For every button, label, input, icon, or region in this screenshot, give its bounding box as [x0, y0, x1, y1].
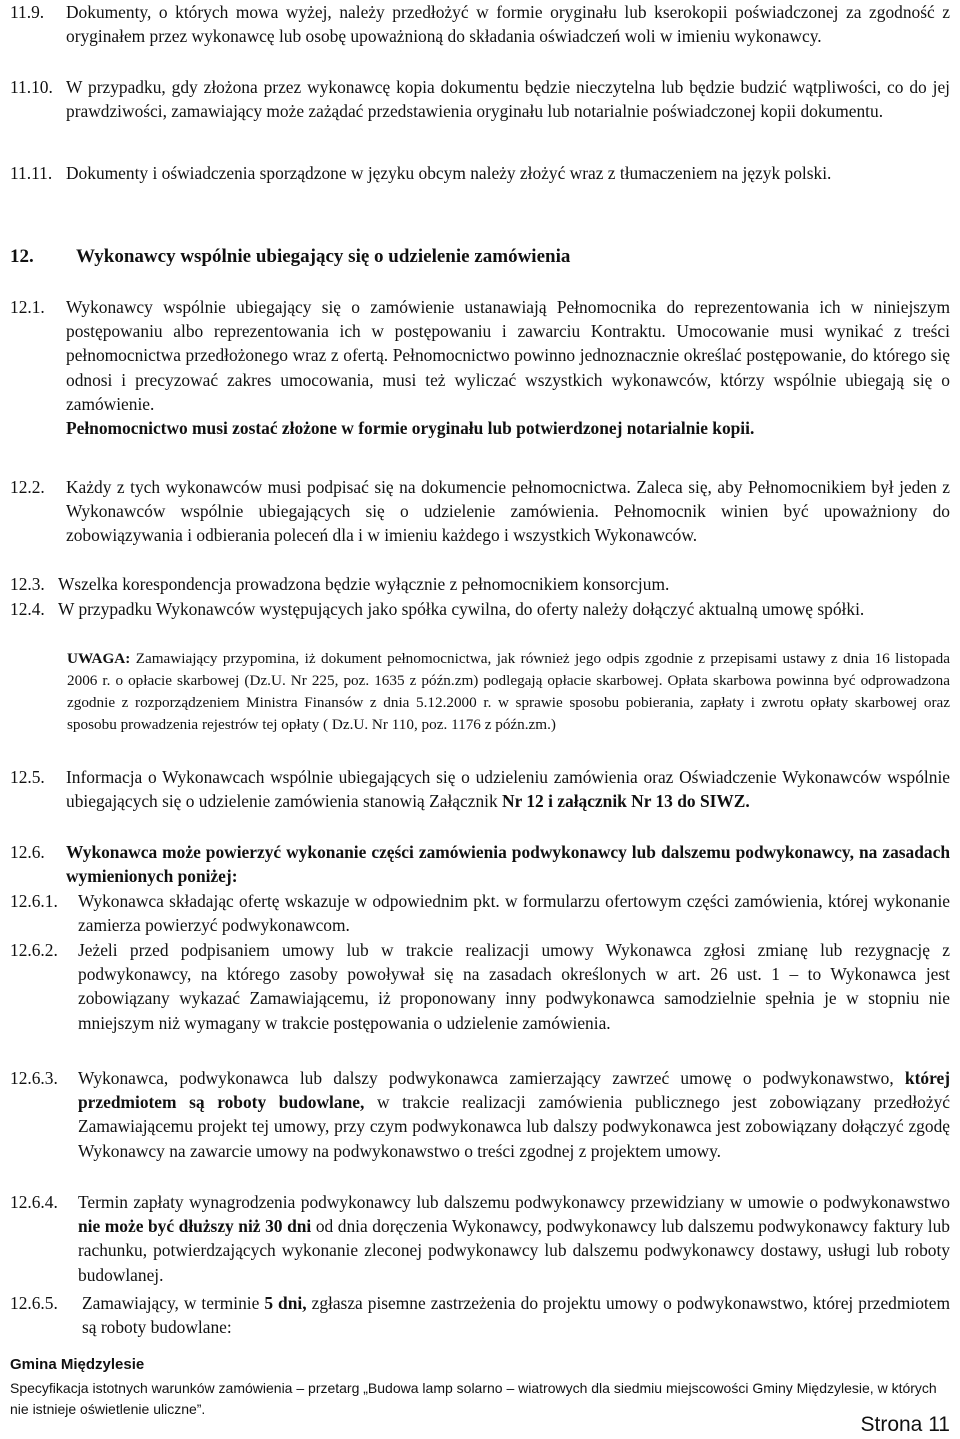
paragraph-text: Każdy z tych wykonawców musi podpisać się na dokumencie pełnomocnictwa. Zaleca się, aby Pełnomocnikiem był jeden z Wykonawców wspólnie ubiegających się o udzielenie zamówienia. Pełnomocnik winien być upoważniony do zobowiązywania i odbierania poleceń dla i w imieniu każdego i wszystkich Wykonawców. [66, 477, 950, 546]
paragraph-text-continued: zgłasza pisemne zastrzeżenia do projektu umowy o podwykonawstwo, której przedmiotem są roboty budowlane: [82, 1293, 950, 1338]
paragraph-11-10 [10, 75, 950, 123]
note-uwaga [67, 648, 950, 736]
paragraph-bold-text: Pełnomocnictwo musi zostać złożone w formie oryginału lub potwierdzonej notarialnie kopii. [66, 418, 755, 439]
paragraph-number: 12.6.3. [10, 1068, 58, 1088]
paragraph-text: Jeżeli przed podpisaniem umowy lub w trakcie realizacji umowy Wykonawca zgłosi zmianę lub rezygnację z podwykonawcy, na którego zasoby powoływał się na zasadach określonych w art. 26 ust. 1 – to Wykonawca jest zobowiązany wykazać Zamawiającemu, iż proponowany inny podwykonawca samodzielnie spełnia je w stopniu nie mniejszym niż wymagany w trakcie postępowania o udzielenie zamówienia. [78, 940, 950, 1033]
paragraph-text: Wykonawca, podwykonawca lub dalszy podwykonawca zamierzający zawrzeć umowę o podwykonawstwo, [78, 1068, 894, 1088]
paragraph-text: W przypadku Wykonawców występujących jako spółka cywilna, do oferty należy dołączyć aktualną umowę spółki. [58, 599, 865, 619]
note-text: Zamawiający przypomina, iż dokument pełnomocnictwa, jak również jego odpis zgodnie z przepisami ustawy z dnia 16 listopada 2006 r. o opłacie skarbowej (Dz.U. Nr 225, poz. 1635 z późn.zm) podlegają opłacie skarbowej. Opłata skarbowa powinna być odprowadzona zgodnie z rozporządzeniem Ministra Finansów z dnia 5.12.2000 r. w sprawie sposobu pobierania, zapłaty i zwrotu opłaty skarbowej oraz sposobu prowadzenia rejestrów tej opłaty ( Dz.U. Nr 110, poz. 1176 z późn.zm.) [67, 650, 951, 733]
paragraph-bold-text: Wykonawca może powierzyć wykonanie części zamówienia podwykonawcy lub dalszemu podwykonawcy, na zasadach wymienionych poniżej: [66, 842, 950, 887]
paragraph-bold-text: 5 dni, [264, 1293, 307, 1313]
footer-specification: Specyfikacja istotnych warunków zamówienia – przetarg „Budowa lamp solarno – wiatrowych dla siedmiu miejscowości Gminy Międzylesie, w których nie istnieje oświetlenie uliczne”. [10, 1380, 937, 1417]
paragraph-12-6-1 [10, 889, 950, 937]
paragraph-text: Wykonawca składając ofertę wskazuje w odpowiednim pkt. w formularzu ofertowym części zamówienia, której wykonanie zamierza powierzyć podwykonawcom. [78, 891, 950, 936]
paragraph-number: 12.5. [10, 767, 45, 787]
note-label: UWAGA: [67, 650, 131, 667]
paragraph-number: 12.6.4. [10, 1192, 58, 1212]
paragraph-text: Zamawiający, w terminie [82, 1293, 260, 1313]
paragraph-number: 12.4. [10, 599, 45, 619]
paragraph-12-6-5 [10, 1291, 950, 1339]
paragraph-number: 11.11. [10, 163, 53, 183]
paragraph-text: W przypadku, gdy złożona przez wykonawcę kopia dokumentu będzie nieczytelna lub będzie budzić wątpliwości, co do jej prawdziwości, zamawiający może zażądać przedstawienia oryginału lub notarialnie poświadczonej kopii dokumentu. [66, 77, 950, 122]
paragraph-11-11 [10, 161, 950, 185]
paragraph-12-6-3 [10, 1066, 950, 1163]
paragraph-text-continued: w trakcie realizacji zamówienia publicznego jest zobowiązany przedłożyć Zamawiającemu projekt tej umowy, przy czym podwykonawca lub dalszy podwykonawca jest zobowiązany dołączyć zgodę Wykonawcy na zawarcie umowy na podwykonawstwo o treści zgodnej z projektem umowy. [78, 1092, 950, 1161]
paragraph-number: 11.10. [10, 77, 53, 97]
paragraph-text: Dokumenty, o których mowa wyżej, należy przedłożyć w formie oryginału lub kserokopii poświadczonej za zgodność z oryginałem przez wykonawcę lub osobę upoważnioną do składania oświadczeń woli w imieniu wykonawcy. [66, 2, 950, 47]
paragraph-text: Dokumenty i oświadczenia sporządzone w języku obcym należy złożyć wraz z tłumaczeniem na język polski. [66, 163, 832, 183]
paragraph-11-9 [10, 0, 950, 48]
paragraph-12-6 [10, 840, 950, 888]
paragraph-bold-text: nie może być dłuższy niż 30 dni [78, 1216, 312, 1237]
paragraph-12-6-4 [10, 1190, 950, 1287]
paragraph-number: 12.1. [10, 297, 45, 317]
paragraph-12-5 [10, 765, 950, 813]
paragraph-text: Wszelka korespondencja prowadzona będzie wyłącznie z pełnomocnikiem konsorcjum. [58, 574, 670, 594]
paragraph-12-4 [10, 597, 950, 621]
section-title: Wykonawcy wspólnie ubiegający się o udzielenie zamówienia [76, 246, 571, 267]
paragraph-number: 12.6.1. [10, 891, 58, 911]
paragraph-12-2 [10, 475, 950, 548]
paragraph-text-continued: od dnia doręczenia Wykonawcy, podwykonawcy lub dalszemu podwykonawcy faktury lub rachunku, potwierdzających wykonanie zleconej podwykonawcy lub dalszemu podwykonawcy dostawy, usługi lub roboty budowlanej. [78, 1216, 950, 1285]
section-heading-12 [10, 246, 570, 268]
paragraph-text: Wykonawcy wspólnie ubiegający się o zamówienie ustanawiają Pełnomocnika do reprezentowania ich w niniejszym postępowaniu albo reprezentowania ich w postępowaniu i zawarciu Kontraktu. Umocowanie musi wynikać z treści pełnomocnictwa przedłożonego wraz z ofertą. Pełnomocnictwo powinno jednoznacznie określać postępowanie, do którego się odnosi i precyzować zakres umocowania, musi też wyliczać wszystkich wykonawców, którzy wspólnie ubiegają się o zamówienie. [66, 297, 950, 414]
paragraph-text: Informacja o Wykonawcach wspólnie ubiegających się o udzieleniu zamówienia oraz Oświadczenie Wykonawców wspólnie ubiegających się o udzielenie zamówienia stanowią Załącznik [66, 767, 950, 812]
page-number: Strona 11 [860, 1413, 950, 1436]
footer-organization: Gmina Międzylesie [10, 1356, 145, 1373]
paragraph-12-6-2 [10, 938, 950, 1035]
paragraph-number: 12.6.5. [10, 1293, 58, 1313]
paragraph-number: 12.2. [10, 477, 45, 497]
paragraph-12-1 [10, 295, 950, 440]
paragraph-number: 12.6. [10, 842, 45, 862]
paragraph-bold-text: której przedmiotem są roboty budowlane, [78, 1068, 950, 1113]
paragraph-number: 12.6.2. [10, 940, 58, 960]
paragraph-number: 12.3. [10, 574, 45, 594]
paragraph-text: Termin zapłaty wynagrodzenia podwykonawcy lub dalszemu podwykonawcy przewidziany w umowie o podwykonawstwo [78, 1192, 950, 1212]
paragraph-12-3 [10, 572, 950, 596]
paragraph-number: 11.9. [10, 2, 45, 22]
section-number: 12. [10, 246, 34, 267]
paragraph-bold-text: Nr 12 i załącznik Nr 13 do SIWZ. [502, 791, 750, 812]
